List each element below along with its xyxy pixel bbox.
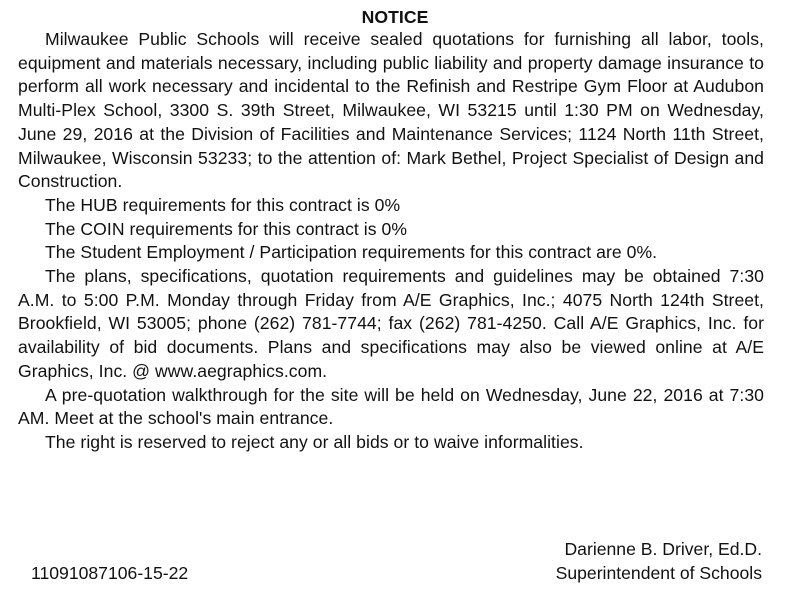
paragraph-walkthrough: A pre-quotation walkthrough for the site will be held on Wednesday, June 22, 2016 at 7:30 AM. Meet at the school's main entrance. <box>18 384 764 429</box>
signatory-name: Darienne B. Driver, Ed.D. <box>564 539 762 559</box>
notice-footer <box>0 540 800 590</box>
paragraph-quotation-details: Milwaukee Public Schools will receive sealed quotations for furnishing all labor, tools, equipment and materials necessary, including public liability and property damage insurance to perform all work necessary and incidental to the Refinish and Restripe Gym Floor at Audubon Multi-Plex School, 3300 S. 39th Street, Milwaukee, WI 53215 until 1:30 PM on Wednesday, June 29, 2016 at the Division of Facilities and Maintenance Services; 1124 North 11th Street, Milwaukee, Wisconsin 53233; to the attention of: Mark Bethel, Project Specialist of Design and Construction. <box>18 29 764 192</box>
coin-requirement: The COIN requirements for this contract is 0% <box>45 218 408 239</box>
signatory-title: Superintendent of Schools <box>555 563 762 583</box>
student-employment-requirement: The Student Employment / Participation requirements for this contract are 0%. <box>45 242 658 263</box>
hub-requirement: The HUB requirements for this contract is 0% <box>45 194 401 215</box>
notice-title: NOTICE <box>361 7 429 27</box>
reservation-statement: The right is reserved to reject any or all bids or to waive informalities. <box>45 431 584 452</box>
reference-number: 11091087106-15-22 <box>31 563 189 583</box>
paragraph-plans-specifications: The plans, specifications, quotation requirements and guidelines may be obtained 7:30 A.M. to 5:00 P.M. Monday through Friday from A/E Graphics, Inc.; 4075 North 124th Street, Brookfield, WI 53005; phone (262) 781-7744; fax (262) 781-4250. Call A/E Graphics, Inc. for availability of bid documents. Plans and specifications may also be viewed online at A/E Graphics, Inc. @ www.aegraphics.com. <box>18 266 764 381</box>
notice-body <box>18 6 764 455</box>
